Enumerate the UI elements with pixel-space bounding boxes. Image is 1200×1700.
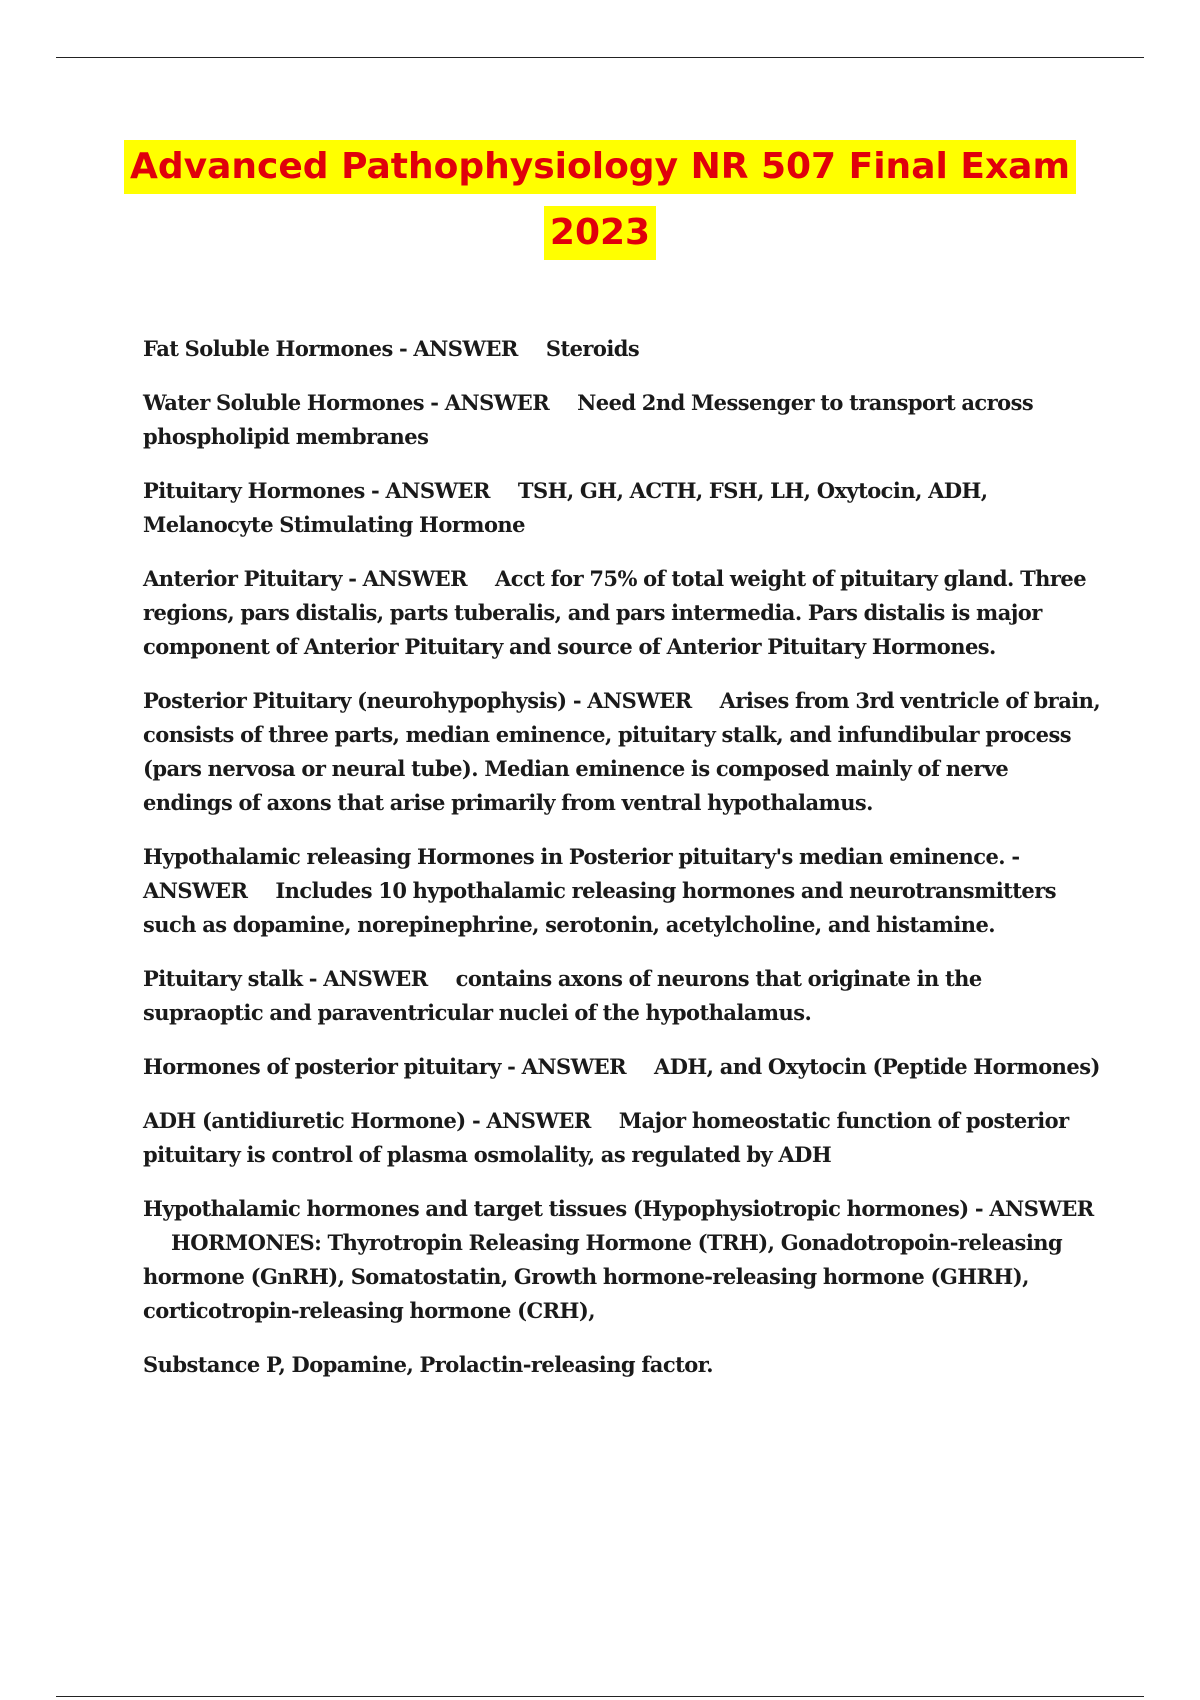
qa-question: Pituitary stalk - (143, 966, 324, 991)
qa-question: Water Soluble Hormones - (143, 390, 445, 415)
answer-label: ANSWER (413, 336, 518, 361)
answer-label: ANSWER (521, 1054, 626, 1079)
qa-answer: TSH, GH, ACTH, FSH, LH, Oxytocin, ADH, Melanocyte Stimulating Hormone (143, 478, 988, 537)
qa-question: Hypothalamic releasing Hormones in Posterior pituitary's median eminence. - (143, 844, 1020, 869)
qa-answer: Major homeostatic function of posterior pituitary is control of plasma osmolality, as regulated by ADH (143, 1108, 1069, 1167)
page-title (60, 140, 1140, 268)
answer-label: ANSWER (362, 566, 468, 591)
trailing-paragraph: Substance P, Dopamine, Prolactin-releasing factor. (143, 1352, 714, 1377)
title-line-2: 2023 (544, 206, 656, 260)
qa-answer: Includes 10 hypothalamic releasing hormones and neurotransmitters such as dopamine, norepinephrine, serotonin, acetylcholine, and histamine. (143, 878, 1057, 937)
qa-answer: Steroids (545, 336, 640, 361)
qa-answer: Need 2nd Messenger to transport across phospholipid membranes (143, 390, 1034, 449)
qa-answer: contains axons of neurons that originate in the supraoptic and paraventricular nuclei of the hypothalamus. (143, 966, 982, 1025)
qa-item (143, 562, 1103, 664)
qa-question: Hypothalamic hormones and target tissues (Hypophysiotropic hormones) - (143, 1196, 990, 1221)
qa-question: Fat Soluble Hormones - (143, 336, 414, 361)
qa-answer: HORMONES: Thyrotropin Releasing Hormone (TRH), Gonadotropoin-releasing hormone (GnRH), Somatostatin, Growth hormone-releasing hormone (GHRH), corticotropin-releasing hormone (CRH), (143, 1230, 1063, 1323)
qa-item (143, 840, 1103, 942)
qa-item (143, 386, 1103, 454)
qa-question: Hormones of posterior pituitary - (143, 1054, 522, 1079)
answer-label: ANSWER (444, 390, 550, 415)
qa-item (143, 1192, 1103, 1328)
answer-label: ANSWER (486, 1108, 591, 1133)
qa-question: Pituitary Hormones - (143, 478, 386, 503)
qa-question: Posterior Pituitary (neurohypophysis) - (143, 688, 588, 713)
qa-item (143, 1104, 1103, 1172)
qa-item (143, 332, 1103, 366)
answer-label: ANSWER (385, 478, 490, 503)
qa-answer: Arises from 3rd ventricle of brain, consists of three parts, median eminence, pituitary stalk, and infundibular process (pars nervosa or neural tube). Median eminence is composed mainly of nerve endings of axons that arise primarily from ventral hypothalamus. (143, 688, 1101, 815)
answer-label: ANSWER (587, 688, 692, 713)
bottom-rule (56, 1696, 1144, 1697)
answer-label: ANSWER (323, 966, 428, 991)
top-rule (56, 57, 1144, 58)
qa-item (143, 684, 1103, 820)
qa-question: ADH (antidiuretic Hormone) - (143, 1108, 487, 1133)
qa-item (143, 962, 1103, 1030)
qa-question: Anterior Pituitary - (143, 566, 363, 591)
answer-label: ANSWER (989, 1196, 1094, 1221)
answer-label: ANSWER (143, 878, 248, 903)
qa-item (143, 1050, 1103, 1084)
qa-answer: Acct for 75% of total weight of pituitary gland. Three regions, pars distalis, parts tuberalis, and pars intermedia. Pars distalis is major component of Anterior Pituitary and source of Anterior Pituitary Hormones. (143, 566, 1087, 659)
qa-answer: ADH, and Oxytocin (Peptide Hormones) (653, 1054, 1100, 1079)
title-line-1: Advanced Pathophysiology NR 507 Final Exam (124, 140, 1076, 194)
qa-list (143, 332, 1103, 1402)
qa-item (143, 474, 1103, 542)
